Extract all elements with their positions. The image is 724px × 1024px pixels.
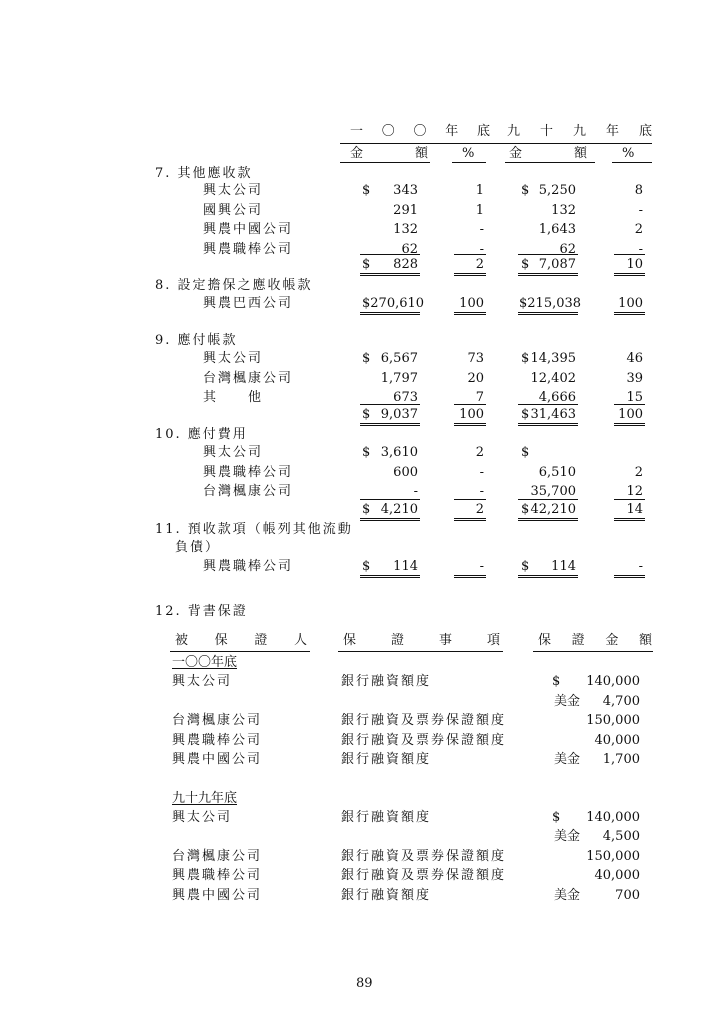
s12-row-item: 銀行融資及票券保證額度 [341, 713, 507, 728]
s12-header-amount-char: 額 [638, 633, 652, 648]
s7-total-rule-1 [360, 273, 420, 276]
s7-row-amount-1: 62 [401, 241, 418, 257]
s8-pct-1: 100 [459, 296, 484, 311]
s7-row-amount-2: 1,643 [538, 222, 576, 237]
s12-row-name: 台灣楓康公司 [172, 713, 263, 728]
s12-group-label: 九十九年底 [172, 790, 238, 806]
s12-row-amount: 140,000 [586, 809, 640, 825]
s12-row-currency: $ [552, 809, 561, 825]
header-current-year-char: 底 [476, 124, 490, 139]
s7-title: 7. 其他應收款 [155, 166, 253, 181]
header-amount-2 [509, 146, 587, 162]
s12-row-item: 銀行融資及票券保證額度 [341, 732, 507, 748]
s7-row-pct-1: 1 [475, 202, 484, 218]
s10-total-pct-1: 2 [475, 502, 484, 517]
subheader-rule-1 [340, 162, 430, 163]
header-current-year-char: 一 [350, 124, 364, 139]
s12-row-name: 興農中國公司 [172, 887, 263, 903]
s10-sub-rule-1 [360, 499, 420, 500]
s12-row-item: 銀行融資額度 [341, 674, 432, 689]
s7-total-pct-1: 2 [475, 257, 484, 272]
s7-total-dollar-2: $ [521, 257, 530, 272]
s8-rule-3 [518, 312, 578, 315]
s9-row-amount-2: 14,395 [530, 351, 576, 366]
s12-row-name: 興農職棒公司 [172, 868, 263, 883]
s7-row-pct-2: 8 [634, 183, 643, 198]
s7-row-name: 興農中國公司 [203, 222, 294, 237]
s10-row-pct-1: - [479, 484, 484, 499]
s7-row-pct-2: 2 [634, 222, 643, 237]
s12-header-item-char: 事 [438, 633, 452, 648]
s7-row-name: 興農職棒公司 [203, 241, 294, 257]
s9-title: 9. 應付帳款 [155, 333, 238, 348]
s10-total-dollar-1: $ [362, 502, 371, 517]
s12-row-currency: 美金 [554, 829, 581, 844]
s11-rule-1 [360, 575, 420, 578]
s12-header-item-char: 項 [486, 633, 500, 648]
s12-header-item [343, 633, 500, 649]
header-prior-year-char: 九 [507, 124, 521, 139]
s12-header-amount [538, 633, 652, 649]
s11-row-name: 興農職棒公司 [203, 559, 294, 574]
s7-row-amount-1: 132 [393, 222, 418, 237]
s11-title-line2: 負債） [175, 540, 221, 555]
s12-row-amount: 140,000 [586, 674, 640, 689]
s12-row-item: 銀行融資及票券保證額度 [341, 868, 507, 883]
s12-header-guaranteed-char: 被 [175, 633, 189, 648]
s10-total-amount-1: 4,210 [380, 502, 418, 517]
s11-rule-2 [454, 575, 486, 578]
s12-row-currency: 美金 [554, 752, 581, 767]
header-amount-1-char: 金 [350, 146, 364, 161]
s12-row-currency: 美金 [554, 693, 581, 709]
s12-header-guaranteed-char: 人 [293, 633, 307, 648]
s9-total-amount-1: 9,037 [380, 407, 418, 422]
subheader-rule-3 [505, 162, 595, 163]
s9-row-pct-1: 73 [467, 351, 484, 366]
s12-row-item: 銀行融資額度 [341, 752, 432, 767]
s12-row-amount: 150,000 [586, 713, 640, 728]
s12-row-name: 興農中國公司 [172, 752, 263, 767]
s9-row-pct-1: 20 [467, 370, 484, 386]
s7-row-amount-1: 291 [393, 202, 418, 218]
s10-row-dollar-1: $ [362, 445, 371, 460]
header-prior-year-char: 底 [638, 124, 652, 139]
s11-row-amount-2: 114 [551, 559, 576, 574]
header-prior-year-char: 九 [572, 124, 586, 139]
s12-header-rule-2 [338, 651, 503, 652]
s10-total-pct-2: 14 [626, 502, 643, 517]
s12-row-amount: 4,500 [602, 829, 640, 844]
s10-total-amount-2: 42,210 [530, 502, 576, 517]
s8-pct-2: 100 [618, 296, 643, 311]
s12-header-item-char: 證 [390, 633, 404, 648]
s7-row-pct-1: 1 [475, 183, 484, 198]
s11-rule-4 [614, 575, 645, 578]
s7-sub-rule-2 [454, 254, 486, 255]
s11-row-dollar-1: $ [362, 559, 371, 574]
s7-total-pct-2: 10 [626, 257, 643, 272]
s10-row-amount-2: 35,700 [530, 484, 576, 499]
s7-row-amount-2: 62 [559, 241, 576, 257]
s8-rule-1 [360, 312, 420, 315]
s12-row-currency: $ [552, 674, 561, 689]
s12-row-item: 銀行融資及票券保證額度 [341, 848, 507, 864]
s7-row-pct-2: - [638, 202, 643, 218]
s12-row-amount: 4,700 [602, 693, 640, 709]
s12-row-amount: 40,000 [594, 732, 640, 748]
header-pct-1: % [462, 146, 475, 161]
s10-row-pct-2: 12 [626, 484, 643, 499]
subheader-rule-4 [612, 162, 652, 163]
s7-row-dollar-2: $ [521, 183, 530, 198]
header-current-year-char: 〇 [381, 124, 395, 139]
header-amount-1 [350, 146, 428, 162]
s9-row-amount-1: 673 [393, 390, 418, 405]
s11-row-pct-1: - [479, 559, 484, 574]
s12-header-amount-char: 保 [538, 633, 552, 648]
s9-sub-rule-2 [454, 404, 486, 405]
header-amount-2-char: 金 [509, 146, 523, 161]
s9-sub-rule-4 [614, 404, 645, 405]
s10-total-rule-1 [360, 518, 420, 521]
s7-row-amount-2: 132 [551, 202, 576, 218]
s9-row-dollar-1: $ [362, 351, 371, 366]
s12-row-amount: 1,700 [602, 752, 640, 767]
s7-total-rule-4 [614, 273, 645, 276]
s9-total-dollar-2: $ [521, 407, 530, 422]
s7-total-rule-2 [454, 273, 486, 276]
s7-row-pct-1: - [479, 222, 484, 237]
s9-row-name: 興太公司 [203, 351, 264, 366]
header-prior-year-char: 十 [539, 124, 553, 139]
s8-rule-2 [454, 312, 486, 315]
s12-header-amount-char: 證 [571, 633, 585, 648]
s9-row-amount-2: 4,666 [538, 390, 576, 405]
s10-row-dollar-2: $ [521, 445, 530, 460]
s12-header-rule-3 [533, 651, 653, 652]
s9-total-pct-1: 100 [459, 407, 484, 422]
s9-total-amount-2: 31,463 [530, 407, 576, 422]
header-prior-year-char: 年 [605, 124, 619, 139]
s12-row-item: 銀行融資額度 [341, 809, 432, 825]
s9-sub-rule-1 [360, 404, 420, 405]
s7-sub-rule-3 [518, 254, 578, 255]
s9-total-rule-1 [360, 423, 420, 426]
s8-row-name: 興農巴西公司 [203, 296, 294, 311]
s10-row-amount-1: 3,610 [380, 445, 418, 460]
s7-sub-rule-4 [614, 254, 645, 255]
header-amount-2-char: 額 [573, 146, 587, 161]
s7-row-name: 興太公司 [203, 183, 264, 198]
s9-row-pct-2: 15 [626, 390, 643, 405]
s10-row-name: 興農職棒公司 [203, 464, 294, 480]
s9-row-pct-2: 39 [626, 370, 643, 386]
s8-rule-4 [614, 312, 645, 315]
s10-sub-rule-4 [614, 499, 645, 500]
s7-total-dollar-1: $ [362, 257, 371, 272]
s10-title: 10. 應付費用 [155, 427, 248, 442]
s10-total-rule-4 [614, 518, 645, 521]
s7-row-dollar-1: $ [362, 183, 371, 198]
header-current-year [350, 124, 490, 140]
s10-sub-rule-2 [454, 499, 486, 500]
s9-total-rule-4 [614, 423, 645, 426]
s9-total-dollar-1: $ [362, 407, 371, 422]
s12-header-rule-1 [170, 651, 310, 652]
s12-row-amount: 40,000 [594, 868, 640, 883]
s9-sub-rule-3 [518, 404, 578, 405]
s9-total-rule-2 [454, 423, 486, 426]
s10-row-name: 興太公司 [203, 445, 264, 460]
s10-row-amount-1: - [413, 484, 418, 499]
header-rule [340, 143, 652, 144]
s12-group-label: 一〇〇年底 [172, 655, 238, 670]
s10-row-name: 台灣楓康公司 [203, 484, 294, 499]
s12-row-name: 興太公司 [172, 674, 233, 689]
s12-header-guaranteed-char: 保 [214, 633, 228, 648]
s12-header-guaranteed [175, 633, 307, 649]
header-current-year-char: 〇 [413, 124, 427, 139]
s9-total-rule-3 [518, 423, 578, 426]
s7-row-amount-2: 5,250 [538, 183, 576, 198]
s12-header-amount-char: 金 [605, 633, 619, 648]
s12-row-name: 台灣楓康公司 [172, 848, 263, 864]
s11-rule-3 [518, 575, 578, 578]
s12-title: 12. 背書保證 [155, 604, 248, 619]
s12-header-guaranteed-char: 證 [254, 633, 268, 648]
header-amount-1-char: 額 [414, 146, 428, 161]
s7-row-amount-1: 343 [393, 183, 418, 198]
s8-amount-2: $215,038 [519, 296, 582, 311]
header-pct-2: % [622, 146, 635, 161]
s8-title: 8. 設定擔保之應收帳款 [155, 278, 313, 293]
s12-row-name: 興太公司 [172, 809, 233, 825]
s10-row-pct-1: - [479, 464, 484, 480]
s10-row-pct-2: 2 [634, 464, 643, 480]
s10-row-pct-1: 2 [475, 445, 484, 460]
s7-row-pct-1: - [479, 241, 484, 257]
s7-total-rule-3 [518, 273, 578, 276]
s12-row-name: 興農職棒公司 [172, 732, 263, 748]
s9-row-pct-2: 46 [626, 351, 643, 366]
s9-row-name: 台灣楓康公司 [203, 370, 294, 386]
s7-total-amount-2: 7,087 [538, 257, 576, 272]
s7-total-amount-1: 828 [393, 257, 418, 272]
s11-row-dollar-2: $ [521, 559, 530, 574]
s11-row-pct-2: - [638, 559, 643, 574]
s10-sub-rule-3 [518, 499, 578, 500]
s8-amount-1: $270,610 [362, 296, 425, 311]
header-prior-year [507, 124, 652, 140]
s11-title-line1: 11. 預收款項（帳列其他流動 [155, 522, 353, 537]
s12-header-item-char: 保 [343, 633, 357, 648]
s9-row-name: 其 他 [203, 390, 264, 405]
s7-row-pct-2: - [638, 241, 643, 257]
s9-row-amount-2: 12,402 [530, 370, 576, 386]
s11-row-amount-1: 114 [393, 559, 418, 574]
s9-total-pct-2: 100 [618, 407, 643, 422]
s9-row-amount-1: 1,797 [380, 370, 418, 386]
s7-sub-rule-1 [360, 254, 420, 255]
page-number: 89 [356, 976, 373, 991]
s7-row-name: 國興公司 [203, 202, 264, 218]
s9-row-amount-1: 6,567 [380, 351, 418, 366]
header-current-year-char: 年 [445, 124, 459, 139]
s10-total-rule-3 [518, 518, 578, 521]
s10-total-rule-2 [454, 518, 486, 521]
s10-total-dollar-2: $ [521, 502, 530, 517]
s9-row-pct-1: 7 [475, 390, 484, 405]
s12-row-amount: 700 [615, 887, 640, 903]
s12-row-item: 銀行融資額度 [341, 887, 432, 903]
subheader-rule-2 [452, 162, 486, 163]
s10-row-amount-2: 6,510 [538, 464, 576, 480]
s12-row-currency: 美金 [554, 887, 581, 903]
s10-row-amount-1: 600 [393, 464, 418, 480]
s12-row-amount: 150,000 [586, 848, 640, 864]
s9-row-dollar-2: $ [521, 351, 530, 366]
